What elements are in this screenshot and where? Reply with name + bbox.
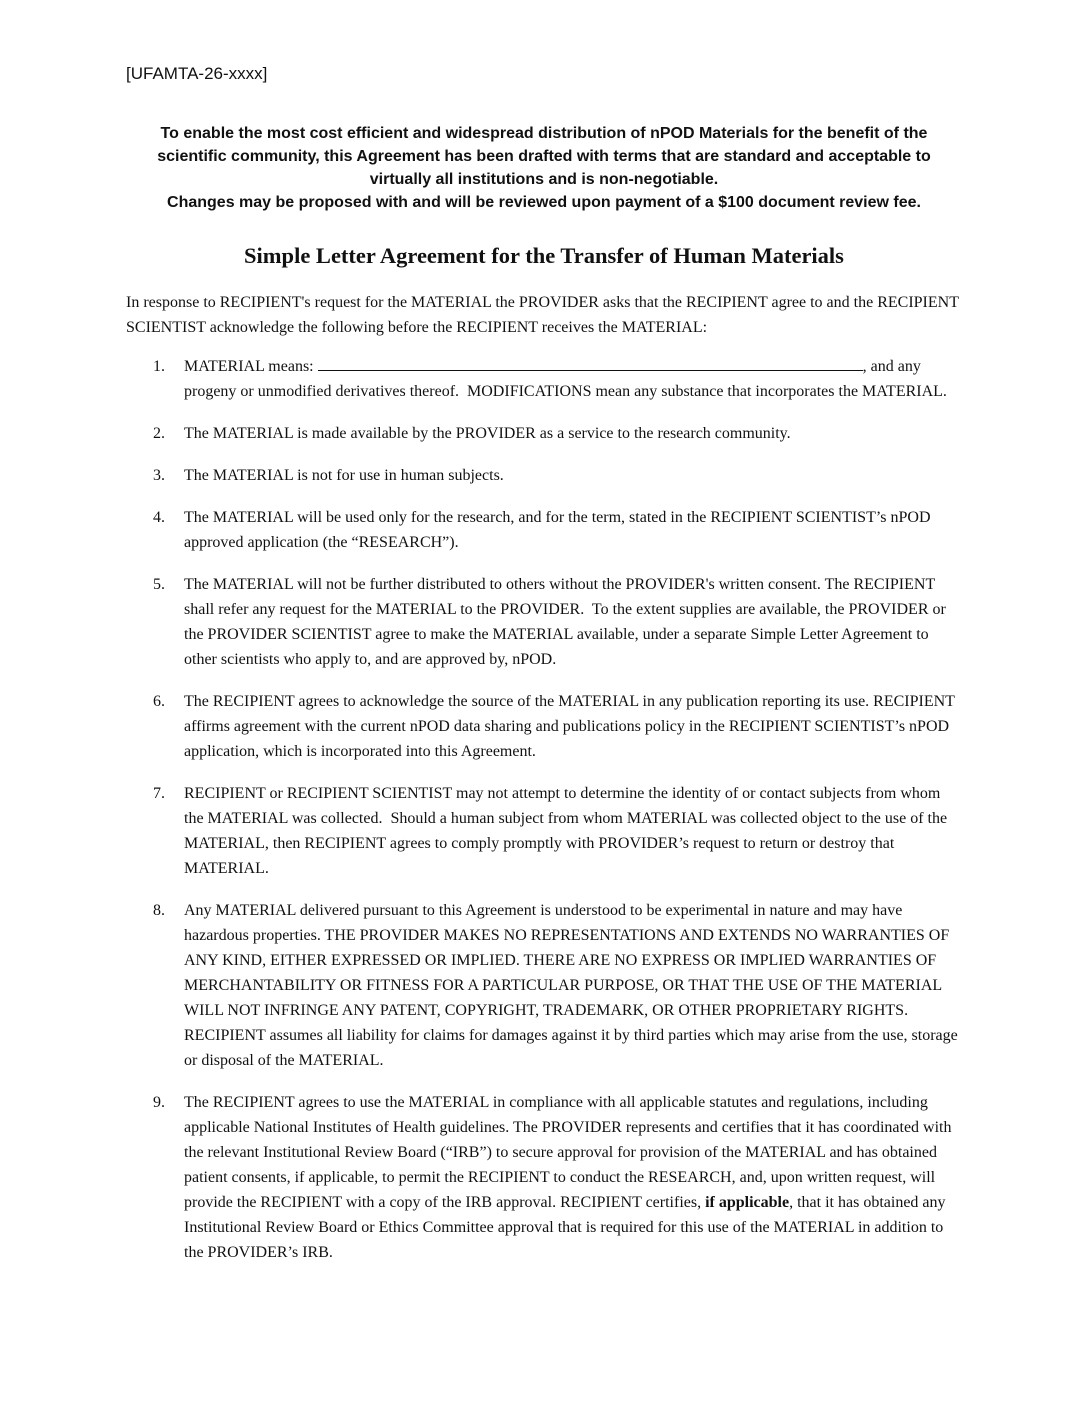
item-text: The MATERIAL is made available by the PROVIDER as a service to the research community. xyxy=(184,425,791,442)
item-9-text-after-bold: , that it has obtained any Institutional Review Board or Ethics Committee approval that is required for this use of the MATERIAL in addition to the PROVIDER’s IRB. xyxy=(184,1194,950,1261)
agreement-item-7 xyxy=(126,781,962,881)
item-number: 7. xyxy=(153,785,165,802)
agreement-item-2 xyxy=(126,421,962,446)
item-text: The MATERIAL will not be further distributed to others without the PROVIDER's written consent. The RECIPIENT shall refer any request for the MATERIAL to the PROVIDER. To the extent supplies are available, the PROVIDER or the PROVIDER SCIENTIST agree to make the MATERIAL available, under a separate Simple Letter Agreement to other scientists who apply to, and are approved by, nPOD. xyxy=(184,576,950,668)
agreement-item-4 xyxy=(126,505,962,555)
item-1-pre-text: MATERIAL means: xyxy=(184,358,318,375)
notice-paragraph-2: Changes may be proposed with and will be reviewed upon payment of a $100 document review fee. xyxy=(167,194,921,211)
agreement-item-6 xyxy=(126,689,962,764)
item-text xyxy=(184,354,962,404)
agreement-list xyxy=(126,354,962,1265)
item-number: 6. xyxy=(153,693,165,710)
item-9-bold-if-applicable: if applicable xyxy=(705,1194,790,1211)
item-number: 3. xyxy=(153,467,165,484)
item-number: 1. xyxy=(153,358,165,375)
agreement-item-3 xyxy=(126,463,962,488)
agreement-item-1 xyxy=(126,354,962,404)
notice-paragraph-1: To enable the most cost efficient and widespread distribution of nPOD Materials for the benefit of the scientific community, this Agreement has been drafted with terms that are standard and acceptable to virtually all institutions and is non-negotiable. xyxy=(157,125,931,188)
item-1-post-text: , and any progeny or unmodified derivatives thereof. MODIFICATIONS mean any substance that incorporates the MATERIAL. xyxy=(184,358,947,400)
doc-reference: [UFAMTA-26-xxxx] xyxy=(126,64,268,83)
agreement-item-8 xyxy=(126,898,962,1073)
item-number: 9. xyxy=(153,1094,165,1111)
item-number: 5. xyxy=(153,576,165,593)
item-text: The RECIPIENT agrees to acknowledge the source of the MATERIAL in any publication reporting its use. RECIPIENT affirms agreement with the current nPOD data sharing and publications policy in the RECIPIENT SCIENTIST’s nPOD application, which is incorporated into this Agreement. xyxy=(184,693,959,760)
item-9-text-before-bold: The RECIPIENT agrees to use the MATERIAL in compliance with all applicable statutes and regulations, including applicable National Institutes of Health guidelines. The PROVIDER represents and certifies that it has coordinated with the relevant Institutional Review Board (“IRB”) to secure approval for provision of the MATERIAL and has obtained patient consents, if applicable, to permit the RECIPIENT to conduct the RESEARCH, and, upon written request, will provide the RECIPIENT with a copy of the IRB approval. RECIPIENT certifies, xyxy=(184,1094,956,1211)
item-number: 4. xyxy=(153,509,165,526)
item-text xyxy=(184,1090,962,1265)
notice-block xyxy=(126,122,962,214)
agreement-item-5 xyxy=(126,572,962,672)
material-blank-line xyxy=(318,370,863,371)
intro-paragraph: In response to RECIPIENT's request for the MATERIAL the PROVIDER asks that the RECIPIENT agree to and the RECIPIENT SCIENTIST acknowledge the following before the RECIPIENT receives the MATERIAL: xyxy=(126,294,963,336)
item-text: The MATERIAL is not for use in human subjects. xyxy=(184,467,504,484)
item-text: RECIPIENT or RECIPIENT SCIENTIST may not attempt to determine the identity of or contact subjects from whom the MATERIAL was collected. Should a human subject from whom MATERIAL was collected object to the use of the MATERIAL, then RECIPIENT agrees to comply promptly with PROVIDER’s request to return or destroy that MATERIAL. xyxy=(184,785,952,877)
item-text: Any MATERIAL delivered pursuant to this Agreement is understood to be experimental in nature and may have hazardous properties. THE PROVIDER MAKES NO REPRESENTATIONS AND EXTENDS NO WARRANTIES OF ANY KIND, EITHER EXPRESSED OR IMPLIED. THERE ARE NO EXPRESS OR IMPLIED WARRANTIES OF MERCHANTABILITY OR FITNESS FOR A PARTICULAR PURPOSE, OR THAT THE USE OF THE MATERIAL WILL NOT INFRINGE ANY PATENT, COPYRIGHT, TRADEMARK, OR OTHER PROPRIETARY RIGHTS. RECIPIENT assumes all liability for claims for damages against it by third parties which may arise from the use, storage or disposal of the MATERIAL. xyxy=(184,902,962,1069)
item-number: 2. xyxy=(153,425,165,442)
item-number: 8. xyxy=(153,902,165,919)
document-title: Simple Letter Agreement for the Transfer of Human Materials xyxy=(244,243,844,268)
item-text: The MATERIAL will be used only for the research, and for the term, stated in the RECIPIENT SCIENTIST’s nPOD approved application (the “RESEARCH”). xyxy=(184,509,935,551)
agreement-item-9 xyxy=(126,1090,962,1265)
